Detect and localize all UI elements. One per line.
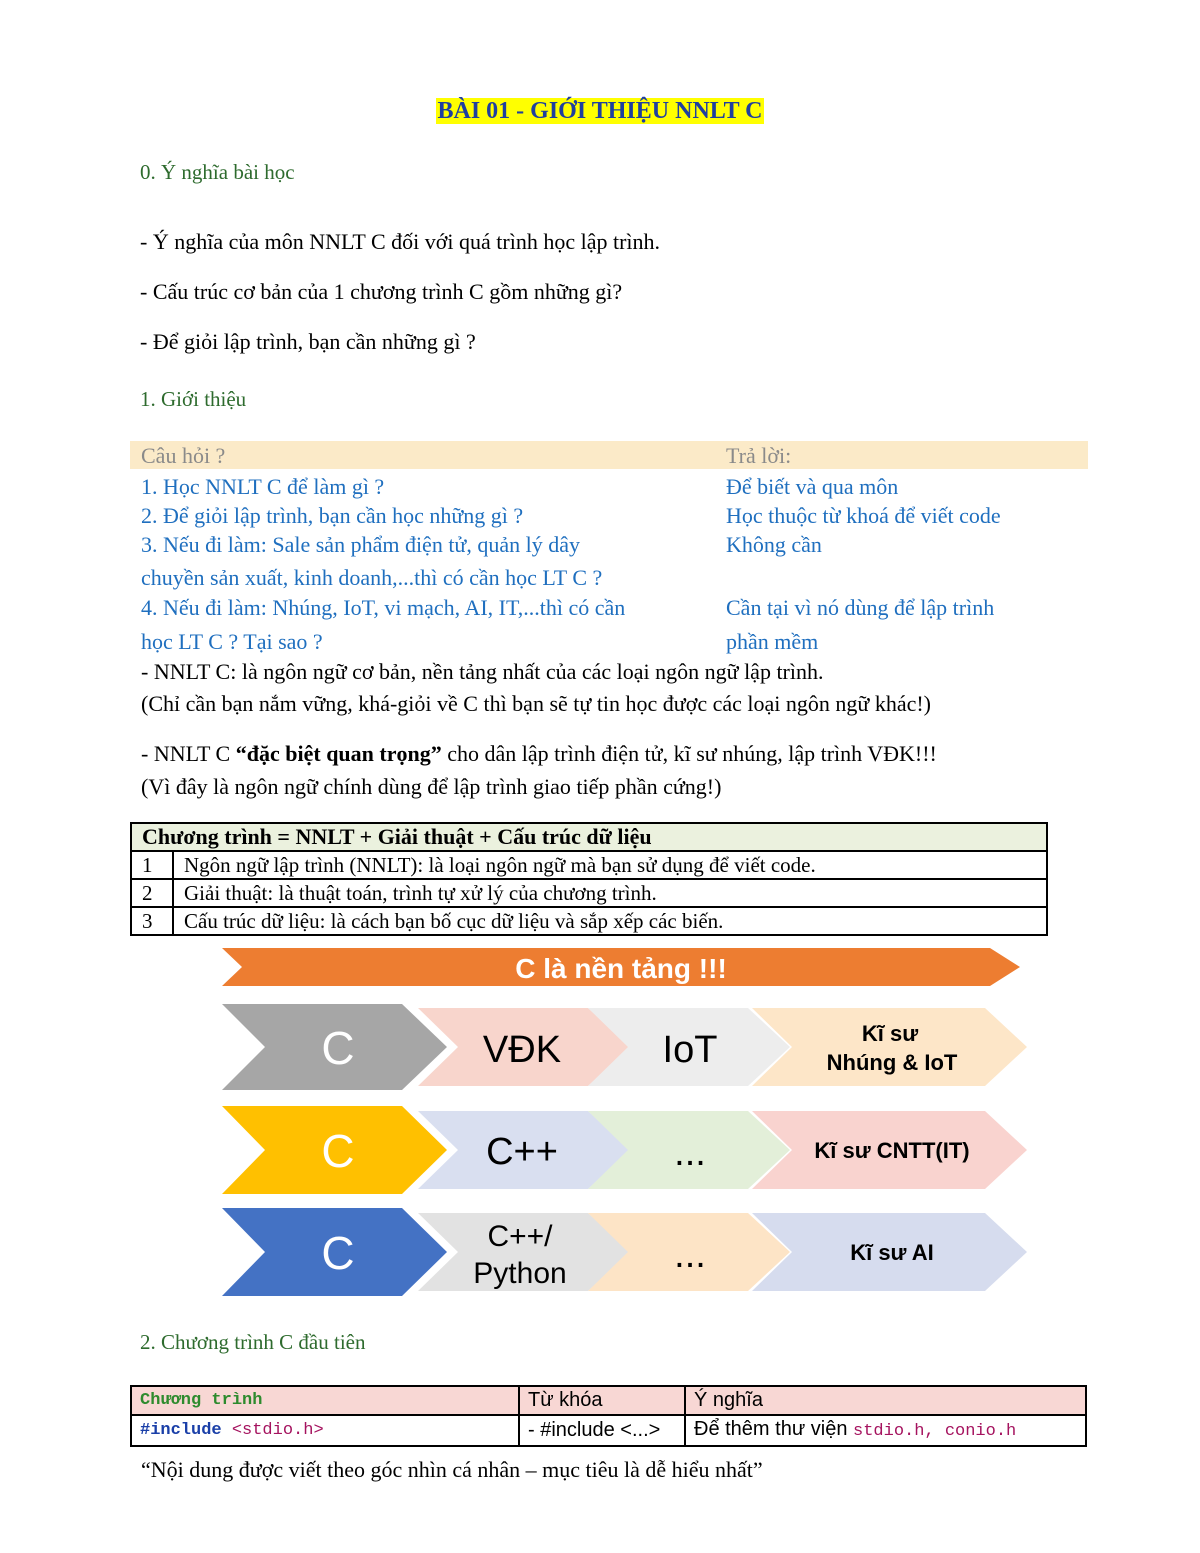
formula-table-header-row [131,823,1047,851]
header-keyword: Từ khóa [519,1386,685,1415]
qa-answer-2: Học thuộc từ khoá để viết code [726,503,1001,528]
formula-table-header: Chương trình = NNLT + Giải thuật + Cấu trúc dữ liệu [131,823,1047,851]
paragraph-2-suffix: cho dân lập trình điện tử, kĩ sư nhúng, lập trình VĐK!!! [441,741,937,766]
diagram-banner-text: C là nền tảng !!! [515,953,727,984]
chevron-label: ... [674,1132,706,1174]
qa-answer-1: Để biết và qua môn [726,474,899,499]
chevron-label: C [321,1125,355,1177]
section-1-heading: 1. Giới thiệu [140,387,247,411]
formula-table-row [131,851,1047,879]
chevron-label: VĐK [482,1029,562,1071]
first-program-row [131,1415,1086,1446]
section-0-bullet-2: - Cấu trúc cơ bản của 1 chương trình C gồm những gì? [140,279,623,304]
diagram-row-2 [222,1106,1027,1194]
meaning-text: Để thêm thư viện [694,1418,854,1440]
qa-question-3-line-1: 3. Nếu đi làm: Sale sản phẩm điện tử, quản lý dây [141,532,581,557]
chevron-label: Kĩ sư [861,1021,919,1046]
program-code [131,1415,519,1446]
c-foundation-diagram [0,940,1200,1300]
first-program-table [130,1385,1087,1447]
chevron-label: Nhúng & IoT [826,1050,958,1075]
diagram-row-3 [222,1208,1027,1296]
section-2-heading: 2. Chương trình C đầu tiên [140,1330,366,1354]
chevron-label: ... [674,1234,706,1276]
meaning-cell [685,1415,1086,1446]
formula-table-row [131,907,1047,935]
page-title-text: BÀI 01 - GIỚI THIỆU NNLT C [437,98,763,124]
paragraph-1-line-1: - NNLT C: là ngôn ngữ cơ bản, nền tảng nhất của các loại ngôn ngữ lập trình. [141,659,824,684]
formula-row-number: 3 [131,907,173,935]
keyword-cell: - #include <...> [519,1415,685,1446]
code-include-keyword: #include [140,1421,222,1440]
formula-table [130,822,1048,936]
chevron-label: C [321,1227,355,1279]
chevron-label: C++/ [487,1220,553,1253]
formula-row-text: Ngôn ngữ lập trình (NNLT): là loại ngôn ngữ mà bạn sử dụng để viết code. [173,851,1047,879]
qa-question-4-line-1: 4. Nếu đi làm: Nhúng, IoT, vi mạch, AI, IT,...thì có cần [141,595,626,620]
chevron-label: IoT [662,1029,718,1071]
qa-answer-3: Không cần [726,532,822,557]
formula-row-text: Giải thuật: là thuật toán, trình tự xử lý của chương trình. [173,879,1047,907]
paragraph-2-line-1 [141,739,937,769]
diagram-row-1 [222,1004,1027,1090]
paragraph-1-line-2: (Chỉ cần bạn nắm vững, khá-giỏi về C thì bạn sẽ tự tin học được các loại ngôn ngữ khác!) [141,691,932,716]
formula-row-number: 2 [131,879,173,907]
qa-question-4-line-2: học LT C ? Tại sao ? [141,629,323,654]
qa-question-2: 2. Để giỏi lập trình, bạn cần học những gì ? [141,503,524,528]
qa-answer-header: Trả lời: [726,443,792,468]
code-include-header: <stdio.h> [221,1421,324,1440]
paragraph-2-prefix: - NNLT C [141,741,236,766]
meaning-code: stdio.h, conio.h [853,1422,1017,1441]
qa-question-3-line-2: chuyền sản xuất, kinh doanh,...thì có cần học LT C ? [141,565,603,590]
page-title [0,98,1200,125]
formula-row-text: Cấu trúc dữ liệu: là cách bạn bố cục dữ liệu và sắp xếp các biến. [173,907,1047,935]
paragraph-2-line-2: (Vì đây là ngôn ngữ chính dùng để lập trình giao tiếp phần cứng!) [141,774,722,799]
paragraph-2-emphasis: “đặc biệt quan trọng” [235,741,442,766]
formula-table-row [131,879,1047,907]
chevron-label: C [321,1022,355,1074]
formula-row-number: 1 [131,851,173,879]
closing-quote: “Nội dung được viết theo góc nhìn cá nhân – mục tiêu là dễ hiểu nhất” [141,1457,763,1482]
header-program: Chương trình [131,1386,519,1415]
chevron-label: Kĩ sư AI [850,1240,934,1265]
qa-header-bar [130,441,1088,469]
chevron-label: Kĩ sư CNTT(IT) [814,1138,970,1163]
chevron-label: Python [473,1257,567,1290]
section-0-bullet-3: - Để giỏi lập trình, bạn cần những gì ? [140,329,476,354]
qa-question-header: Câu hỏi ? [141,443,226,468]
chevron-label: C++ [486,1131,558,1173]
qa-question-1: 1. Học NNLT C để làm gì ? [141,474,385,499]
qa-answer-4-line-2: phần mềm [726,629,819,654]
first-program-header-row [131,1386,1086,1415]
section-0-bullet-1: - Ý nghĩa của môn NNLT C đối với quá trình học lập trình. [140,229,661,254]
header-meaning: Ý nghĩa [685,1386,1086,1415]
section-0-heading: 0. Ý nghĩa bài học [140,160,295,184]
qa-answer-4-line-1: Cần tại vì nó dùng để lập trình [726,595,995,620]
